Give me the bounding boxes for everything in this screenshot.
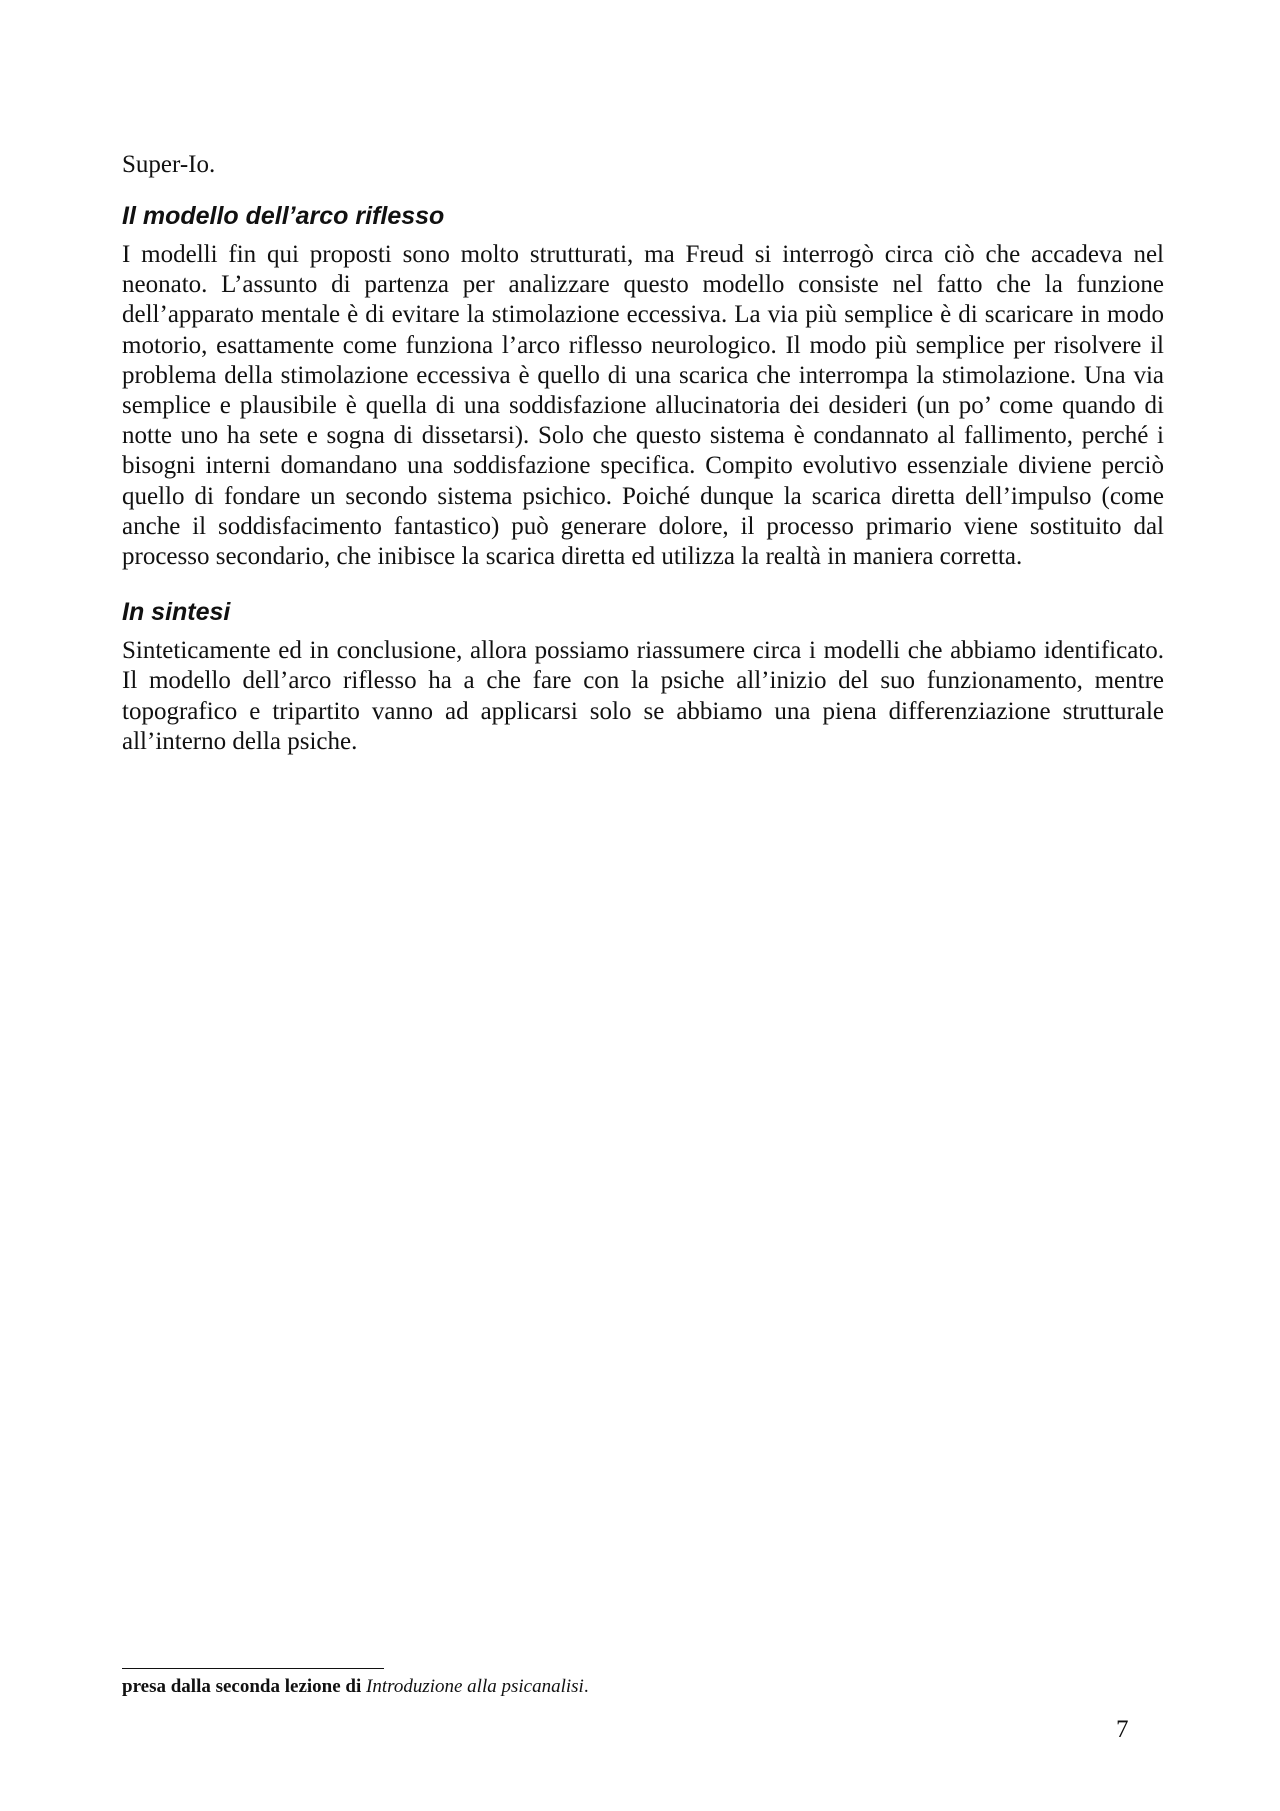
section-paragraph-reflex-arc: I modelli fin qui proposti sono molto strutturati, ma Freud si interrogò circa ciò che accadeva nel neonato. L’assunto di partenza per analizzare questo modello consiste nel fatto che la funzione dell’apparato mentale è di evitare la stimolazione eccessiva. La via più semplice è di scaricare in modo motorio, esattamente come funziona l’arco riflesso neurologico. Il modo più semplice per risolvere il problema della stimolazione eccessiva è quello di una scarica che interrompa la stimolazione. Una via semplice e plausibile è quella di una soddisfazione allucinatoria dei desideri (un po’ come quando di notte uno ha sete e sogna di dissetarsi). Solo che questo sistema è condannato al fallimento, perché i bisogni interni domandano una soddisfazione specifica. Compito evolutivo essenziale diviene perciò quello di fondare un secondo sistema psichico. Poiché dunque la scarica diretta dell’impulso (come anche il soddisfacimento fantastico) può generare dolore, il processo primario viene sostituito dal processo secondario, che inibisce la scarica diretta ed utilizza la realtà in maniera corretta. — [122, 241, 1164, 571]
footnote-prefix: presa dalla seconda lezione di — [122, 1676, 367, 1697]
footnote — [122, 1675, 589, 1699]
page-content — [122, 150, 1164, 781]
footnote-divider — [122, 1668, 384, 1669]
footnote-suffix: . — [583, 1676, 589, 1697]
footnote-title: Introduzione alla psicanalisi — [366, 1676, 584, 1697]
section-heading-reflex-arc: Il modello dell’arco riflesso — [122, 202, 445, 230]
page-number: 7 — [1116, 1716, 1129, 1743]
section-paragraph-summary: Sinteticamente ed in conclusione, allora possiamo riassumere circa i modelli che abbiamo identificato. Il modello dell’arco riflesso ha a che fare con la psiche all’inizio del suo funzionamento, mentre topografico e tripartito vanno ad applicarsi solo se abbiamo una piena differenziazione strutturale all’interno della psiche. — [122, 637, 1164, 755]
section-heading-summary: In sintesi — [122, 598, 231, 627]
lead-text: Super-Io. — [122, 151, 216, 178]
